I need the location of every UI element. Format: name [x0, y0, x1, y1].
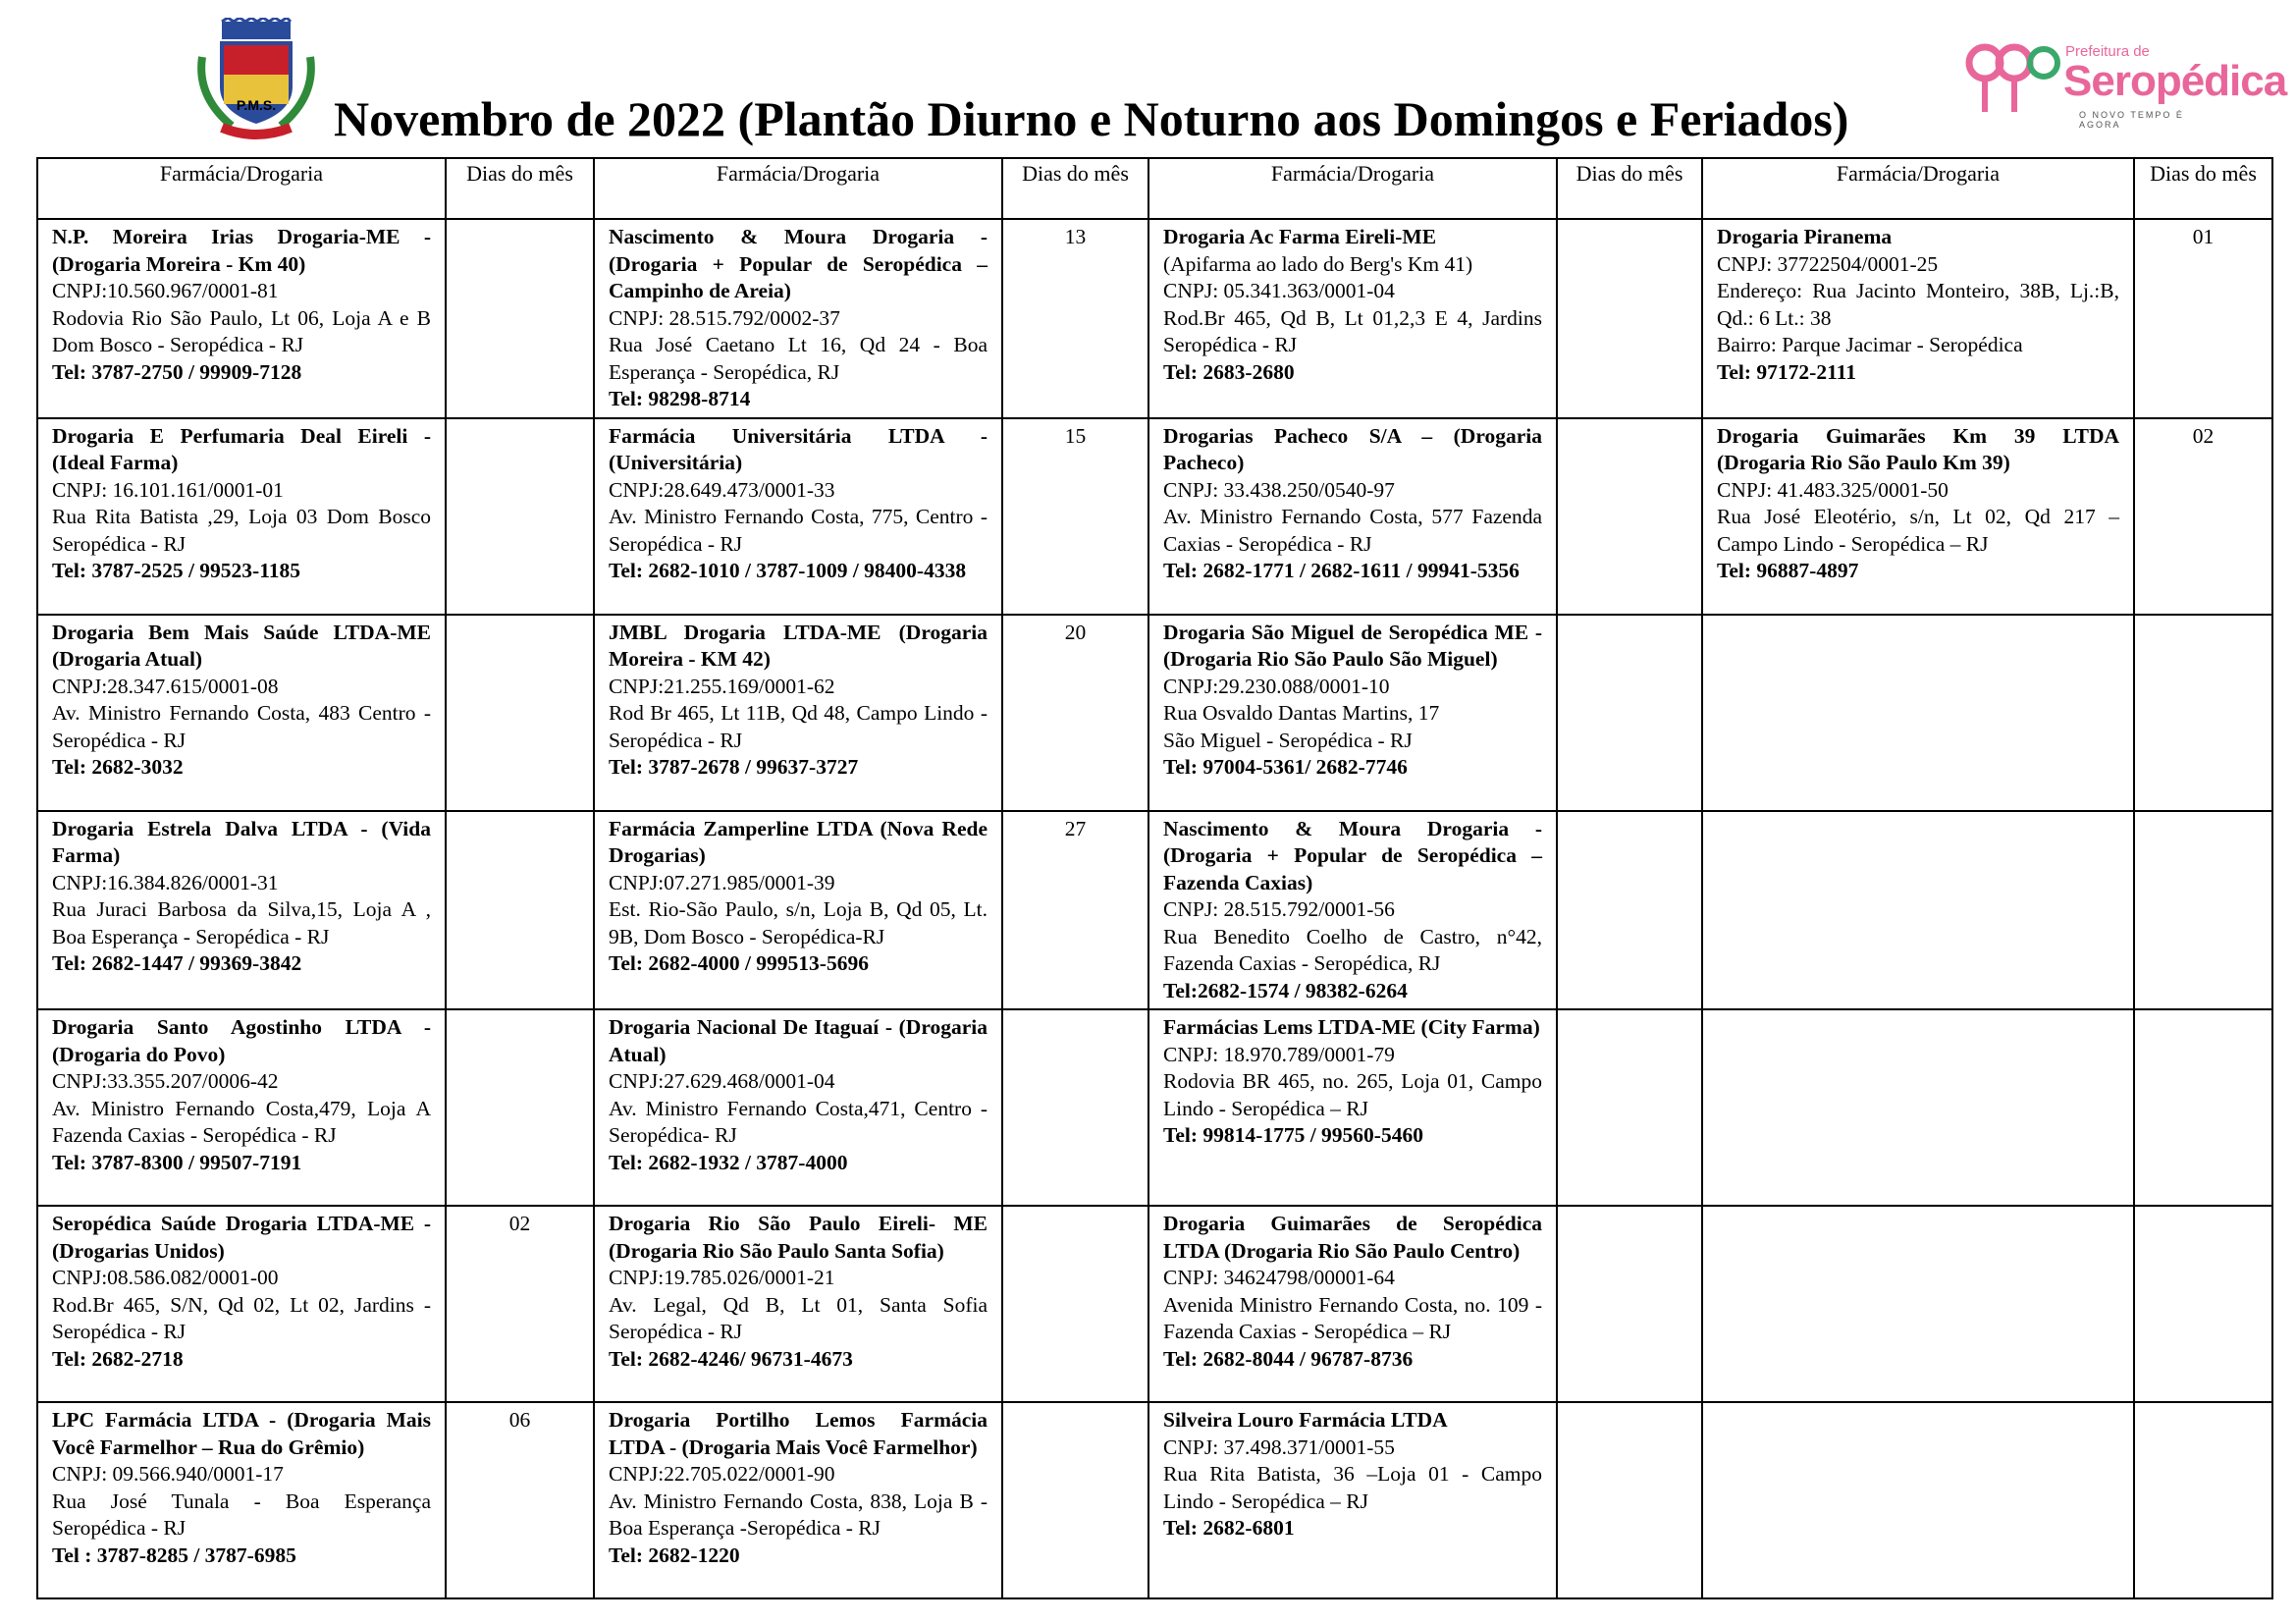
pharmacy-phone: Tel: 2682-1771 / 2682-1611 / 99941-5356 [1163, 559, 1520, 582]
pharmacy-cell [1148, 1206, 1557, 1402]
day-of-month-cell [2134, 1206, 2272, 1402]
pharmacy-name: Nascimento & Moura Drogaria - (Drogaria + Popular de Seropédica – Campinho de Areia) [609, 225, 988, 302]
pharmacy-detail-line: CNPJ:28.347.615/0001-08 [52, 674, 279, 698]
pharmacy-detail-line: CNPJ: 28.515.792/0002-37 [609, 305, 840, 330]
pharmacy-detail-line: CNPJ: 37.498.371/0001-55 [1163, 1435, 1395, 1459]
day-of-month-cell [446, 418, 594, 615]
pharmacy-name: Drogaria Ac Farma Eireli-ME [1163, 225, 1437, 248]
pharmacy-detail-line: CNPJ: 18.970.789/0001-79 [1163, 1042, 1395, 1066]
pharmacy-name: N.P. Moreira Irias Drogaria-ME - (Drogaria Moreira - Km 40) [52, 225, 431, 276]
pharmacy-name: Drogaria Santo Agostinho LTDA - (Drogaria do Povo) [52, 1015, 431, 1066]
pharmacy-detail-line: Rua Rita Batista, 36 –Loja 01 - Campo Lindo - Seropédica – RJ [1163, 1462, 1542, 1513]
day-of-month-cell [1557, 811, 1702, 1010]
pharmacy-name: Drogaria Piranema [1717, 225, 1893, 248]
day-of-month-cell [1002, 1206, 1148, 1402]
day-of-month-cell: 20 [1002, 615, 1148, 811]
pharmacy-detail-line: Av. Ministro Fernando Costa, 577 Fazenda Caxias - Seropédica - RJ [1163, 505, 1542, 556]
day-of-month-cell: 27 [1002, 811, 1148, 1010]
schedule-table [36, 157, 2273, 1599]
day-of-month-cell: 01 [2134, 219, 2272, 418]
day-of-month-cell [1557, 615, 1702, 811]
pharmacy-detail-line: Rod Br 465, Lt 11B, Qd 48, Campo Lindo - Seropédica - RJ [609, 701, 988, 752]
day-of-month-cell [2134, 811, 2272, 1010]
table-header-row [37, 158, 2272, 219]
pharmacy-detail-line: Rua Juraci Barbosa da Silva,15, Loja A , Boa Esperança - Seropédica - RJ [52, 897, 431, 948]
table-row [37, 615, 2272, 811]
pharmacy-detail-line: Endereço: Rua Jacinto Monteiro, 38B, Lj.:B, Qd.: 6 Lt.: 38 [1717, 279, 2119, 330]
pharmacy-cell [594, 811, 1002, 1010]
pharmacy-detail-line: CNPJ:10.560.967/0001-81 [52, 279, 279, 302]
pharmacy-name: Drogaria Guimarães de Seropédica LTDA (Drogaria Rio São Paulo Centro) [1163, 1212, 1542, 1263]
pharmacy-cell [1148, 1009, 1557, 1206]
day-of-month-cell: 02 [2134, 418, 2272, 615]
pharmacy-detail-line: CNPJ:07.271.985/0001-39 [609, 870, 835, 894]
pharmacy-name: Drogaria Rio São Paulo Eireli- ME (Drogaria Rio São Paulo Santa Sofia) [609, 1212, 988, 1263]
column-header-days: Dias do mês [2134, 158, 2272, 219]
pharmacy-phone: Tel: 2683-2680 [1163, 359, 1295, 384]
pharmacy-detail-line: Av. Ministro Fernando Costa, 775, Centro - Seropédica - RJ [609, 505, 988, 556]
pharmacy-phone: Tel: 2682-3032 [52, 755, 184, 779]
pharmacy-phone: Tel:2682-1574 / 98382-6264 [1163, 978, 1408, 1002]
day-of-month-cell: 15 [1002, 418, 1148, 615]
brand-name: Seropédica [2063, 57, 2287, 105]
pharmacy-phone: Tel: 3787-2750 / 99909-7128 [52, 359, 302, 384]
table-row [37, 1402, 2272, 1598]
pharmacy-name: Drogaria Guimarães Km 39 LTDA (Drogaria Rio São Paulo Km 39) [1717, 423, 2119, 474]
pharmacy-phone: Tel: 2682-8044 / 96787-8736 [1163, 1346, 1414, 1371]
pharmacy-phone: Tel : 3787-8285 / 3787-6985 [52, 1543, 296, 1567]
column-header-pharmacy: Farmácia/Drogaria [1148, 158, 1557, 219]
pharmacy-detail-line: Avenida Ministro Fernando Costa, no. 109 - Fazenda Caxias - Seropédica – RJ [1163, 1292, 1542, 1343]
pharmacy-detail-line: Rod.Br 465, S/N, Qd 02, Lt 02, Jardins - Seropédica - RJ [52, 1292, 431, 1343]
pharmacy-cell [37, 418, 446, 615]
pharmacy-detail-line: CNPJ:21.255.169/0001-62 [609, 674, 835, 698]
pharmacy-cell [37, 219, 446, 418]
pharmacy-cell [1702, 615, 2134, 811]
pharmacy-cell [1702, 1206, 2134, 1402]
column-header-pharmacy: Farmácia/Drogaria [37, 158, 446, 219]
column-header-pharmacy: Farmácia/Drogaria [1702, 158, 2134, 219]
pharmacy-cell [594, 615, 1002, 811]
pharmacy-detail-line: CNPJ:27.629.468/0001-04 [609, 1069, 835, 1093]
pharmacy-cell [1702, 418, 2134, 615]
brand-prefix: Prefeitura de [2065, 43, 2150, 60]
pharmacy-detail-line: Rua José Caetano Lt 16, Qd 24 - Boa Esperança - Seropédica, RJ [609, 333, 988, 384]
pharmacy-name: Drogaria Nacional De Itaguaí - (Drogaria Atual) [609, 1015, 988, 1066]
pharmacy-name: Drogaria Bem Mais Saúde LTDA-ME (Drogaria Atual) [52, 620, 431, 671]
pharmacy-phone: Tel: 3787-2678 / 99637-3727 [609, 755, 859, 779]
pharmacy-phone: Tel: 97004-5361/ 2682-7746 [1163, 755, 1408, 779]
pharmacy-detail-line: Rua Benedito Coelho de Castro, n°42, Fazenda Caxias - Seropédica, RJ [1163, 924, 1542, 975]
pharmacy-phone: Tel: 2682-4000 / 999513-5696 [609, 951, 869, 975]
pharmacy-phone: Tel: 2682-1447 / 99369-3842 [52, 951, 302, 975]
pharmacy-detail-line: Rua Rita Batista ,29, Loja 03 Dom Bosco Seropédica - RJ [52, 505, 431, 556]
pharmacy-detail-line: CNPJ:08.586.082/0001-00 [52, 1266, 279, 1289]
day-of-month-cell [2134, 1402, 2272, 1598]
day-of-month-cell [2134, 615, 2272, 811]
pharmacy-detail-line: CNPJ:29.230.088/0001-10 [1163, 674, 1390, 698]
pharmacy-detail-line: CNPJ: 33.438.250/0540-97 [1163, 477, 1395, 502]
pharmacy-name: Drogaria Portilho Lemos Farmácia LTDA - (Drogaria Mais Você Farmelhor) [609, 1408, 988, 1459]
day-of-month-cell [1557, 219, 1702, 418]
table-row [37, 1206, 2272, 1402]
municipal-crest-logo [192, 18, 320, 145]
pharmacy-cell [1148, 418, 1557, 615]
day-of-month-cell [2134, 1009, 2272, 1206]
column-header-pharmacy: Farmácia/Drogaria [594, 158, 1002, 219]
pharmacy-detail-line: Rua José Tunala - Boa Esperança Seropédica - RJ [52, 1489, 431, 1540]
pharmacy-name: Drogaria E Perfumaria Deal Eireli - (Ideal Farma) [52, 423, 431, 474]
pharmacy-detail-line: Av. Ministro Fernando Costa,479, Loja A Fazenda Caxias - Seropédica - RJ [52, 1096, 431, 1147]
page-title: Novembro de 2022 (Plantão Diurno e Noturno aos Domingos e Feriados) [334, 91, 1849, 146]
pharmacy-phone: Tel: 3787-2525 / 99523-1185 [52, 559, 301, 582]
day-of-month-cell: 13 [1002, 219, 1148, 418]
day-of-month-cell: 06 [446, 1402, 594, 1598]
table-row [37, 418, 2272, 615]
pharmacy-cell [37, 615, 446, 811]
pharmacy-cell [1148, 811, 1557, 1010]
pharmacy-phone: Tel: 98298-8714 [609, 387, 751, 410]
pharmacy-phone: Tel: 2682-6801 [1163, 1516, 1295, 1540]
pharmacy-detail-line: Av. Ministro Fernando Costa,471, Centro - Seropédica- RJ [609, 1096, 988, 1147]
pharmacy-name: Drogarias Pacheco S/A – (Drogaria Pacheco) [1163, 423, 1542, 474]
pharmacy-detail-line: CNPJ:22.705.022/0001-90 [609, 1462, 835, 1486]
schedule-body [37, 219, 2272, 1598]
day-of-month-cell [1557, 1206, 1702, 1402]
day-of-month-cell [446, 811, 594, 1010]
pharmacy-detail-line: CNPJ: 05.341.363/0001-04 [1163, 279, 1395, 302]
pharmacy-cell [1148, 219, 1557, 418]
pharmacy-cell [594, 1206, 1002, 1402]
pharmacy-detail-line: Rodovia BR 465, no. 265, Loja 01, Campo Lindo - Seropédica – RJ [1163, 1069, 1542, 1120]
pharmacy-detail-line: Est. Rio-São Paulo, s/n, Loja B, Qd 05, Lt. 9B, Dom Bosco - Seropédica-RJ [609, 897, 988, 948]
pharmacy-detail-line: CNPJ:16.384.826/0001-31 [52, 870, 279, 894]
pharmacy-cell [37, 1402, 446, 1598]
day-of-month-cell [1557, 1009, 1702, 1206]
pharmacy-phone: Tel: 3787-8300 / 99507-7191 [52, 1150, 302, 1174]
table-row [37, 1009, 2272, 1206]
pharmacy-cell [594, 418, 1002, 615]
pharmacy-name: JMBL Drogaria LTDA-ME (Drogaria Moreira - KM 42) [609, 620, 988, 671]
pharmacy-detail-line: Rua José Eleotério, s/n, Lt 02, Qd 217 – Campo Lindo - Seropédica – RJ [1717, 505, 2119, 556]
pharmacy-detail-line: Bairro: Parque Jacimar - Seropédica [1717, 333, 2023, 356]
pharmacy-detail-line: CNPJ: 09.566.940/0001-17 [52, 1462, 284, 1486]
pharmacy-cell [37, 811, 446, 1010]
pharmacy-phone: Tel: 96887-4897 [1717, 559, 1859, 582]
table-row [37, 219, 2272, 418]
pharmacy-cell [1148, 615, 1557, 811]
column-header-days: Dias do mês [1002, 158, 1148, 219]
pharmacy-cell [1702, 811, 2134, 1010]
pharmacy-detail-line: CNPJ: 34624798/00001-64 [1163, 1266, 1395, 1289]
pharmacy-phone: Tel: 2682-1010 / 3787-1009 / 98400-4338 [609, 559, 967, 582]
pharmacy-phone: Tel: 99814-1775 / 99560-5460 [1163, 1123, 1423, 1147]
pharmacy-name: Seropédica Saúde Drogaria LTDA-ME - (Drogarias Unidos) [52, 1212, 431, 1263]
pharmacy-name: Farmácia Zamperline LTDA (Nova Rede Drogarias) [609, 816, 988, 867]
pharmacy-detail-line: CNPJ:33.355.207/0006-42 [52, 1069, 279, 1093]
svg-text:P.M.S.: P.M.S. [236, 97, 277, 113]
pharmacy-detail-line: CNPJ:28.649.473/0001-33 [609, 477, 835, 502]
day-of-month-cell [1002, 1009, 1148, 1206]
pharmacy-name: Silveira Louro Farmácia LTDA [1163, 1408, 1448, 1432]
pharmacy-cell [594, 219, 1002, 418]
pharmacy-detail-line: Av. Ministro Fernando Costa, 483 Centro - Seropédica - RJ [52, 701, 431, 752]
pharmacy-name: Farmácia Universitária LTDA - (Universitária) [609, 423, 988, 474]
pharmacy-phone: Tel: 2682-1220 [609, 1543, 740, 1567]
pharmacy-cell [1148, 1402, 1557, 1598]
day-of-month-cell [1002, 1402, 1148, 1598]
pharmacy-detail-line: Rod.Br 465, Qd B, Lt 01,2,3 E 4, Jardins Seropédica - RJ [1163, 305, 1542, 356]
pharmacy-name: Drogaria Estrela Dalva LTDA - (Vida Farma) [52, 816, 431, 867]
pharmacy-detail-line: CNPJ: 28.515.792/0001-56 [1163, 897, 1395, 921]
brand-tagline: O NOVO TEMPO É AGORA [2079, 110, 2184, 130]
pharmacy-detail-line: CNPJ: 41.483.325/0001-50 [1717, 477, 1949, 502]
pharmacy-detail-line: Rua Osvaldo Dantas Martins, 17 [1163, 701, 1440, 725]
pharmacy-name: Farmácias Lems LTDA-ME (City Farma) [1163, 1015, 1540, 1039]
day-of-month-cell [446, 615, 594, 811]
pharmacy-phone: Tel: 2682-2718 [52, 1346, 184, 1371]
pharmacy-detail-line: Av. Ministro Fernando Costa, 838, Loja B - Boa Esperança -Seropédica - RJ [609, 1489, 988, 1540]
day-of-month-cell [1557, 1402, 1702, 1598]
pharmacy-phone: Tel: 97172-2111 [1717, 359, 1856, 384]
pharmacy-detail-line: (Apifarma ao lado do Berg's Km 41) [1163, 251, 1473, 276]
pharmacy-detail-line: CNPJ: 37722504/0001-25 [1717, 251, 1939, 276]
pharmacy-phone: Tel: 2682-1932 / 3787-4000 [609, 1150, 848, 1174]
pharmacy-name: Drogaria São Miguel de Seropédica ME - (Drogaria Rio São Paulo São Miguel) [1163, 620, 1542, 671]
day-of-month-cell [446, 1009, 594, 1206]
pharmacy-name: Nascimento & Moura Drogaria - (Drogaria + Popular de Seropédica – Fazenda Caxias) [1163, 816, 1542, 894]
day-of-month-cell [446, 219, 594, 418]
pharmacy-cell [37, 1206, 446, 1402]
pharmacy-cell [37, 1009, 446, 1206]
pharmacy-cell [1702, 219, 2134, 418]
pharmacy-detail-line: Av. Legal, Qd B, Lt 01, Santa Sofia Seropédica - RJ [609, 1292, 988, 1343]
day-of-month-cell: 02 [446, 1206, 594, 1402]
pharmacy-detail-line: Rodovia Rio São Paulo, Lt 06, Loja A e B Dom Bosco - Seropédica - RJ [52, 305, 431, 356]
pharmacy-cell [1702, 1402, 2134, 1598]
pharmacy-cell [594, 1009, 1002, 1206]
pharmacy-phone: Tel: 2682-4246/ 96731-4673 [609, 1346, 853, 1371]
day-of-month-cell [1557, 418, 1702, 615]
pharmacy-name: LPC Farmácia LTDA - (Drogaria Mais Você Farmelhor – Rua do Grêmio) [52, 1408, 431, 1459]
column-header-days: Dias do mês [446, 158, 594, 219]
table-row [37, 811, 2272, 1010]
pharmacy-cell [594, 1402, 1002, 1598]
pharmacy-cell [1702, 1009, 2134, 1206]
pharmacy-detail-line: São Miguel - Seropédica - RJ [1163, 728, 1413, 752]
pharmacy-detail-line: CNPJ:19.785.026/0001-21 [609, 1266, 835, 1289]
column-header-days: Dias do mês [1557, 158, 1702, 219]
pharmacy-detail-line: CNPJ: 16.101.161/0001-01 [52, 477, 284, 502]
